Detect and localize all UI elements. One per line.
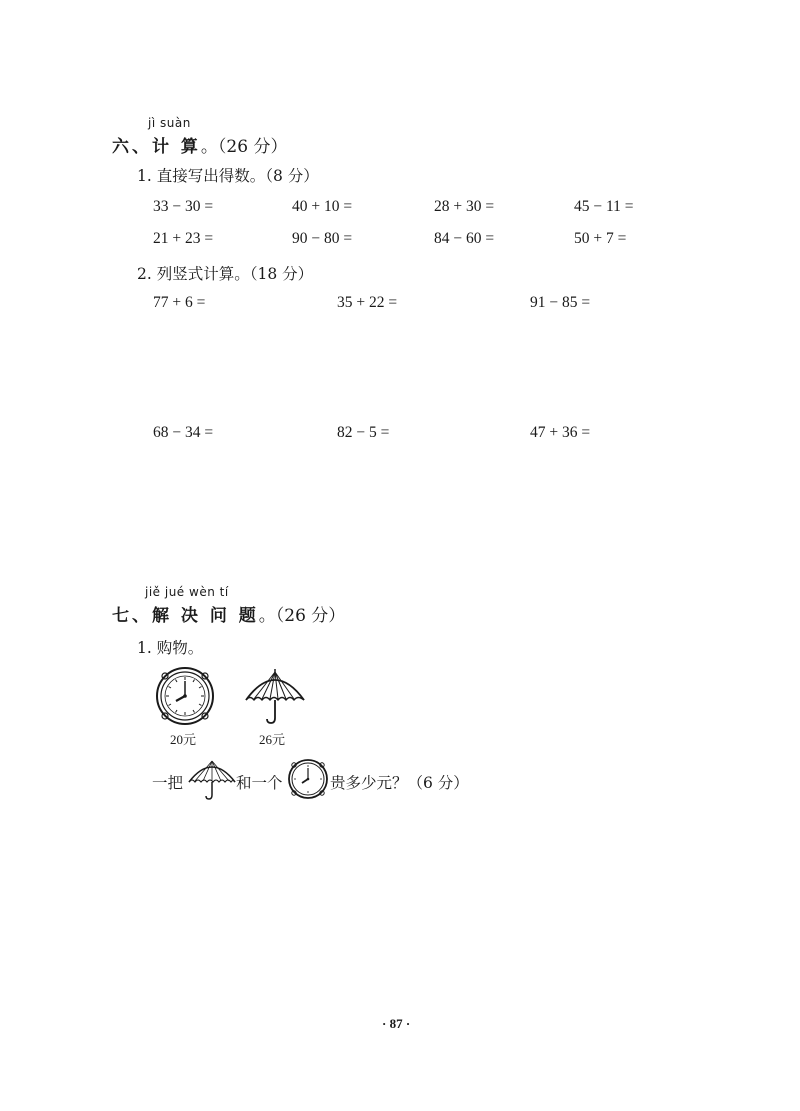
vertical-calc-item: 82 − 5 =	[337, 424, 390, 441]
clock-price: 20元	[170, 732, 197, 747]
section7-heading	[112, 601, 345, 626]
section6-pinyin: jì suàn	[148, 116, 191, 130]
umbrella-price: 26元	[259, 732, 286, 747]
oral-calc-item: 33 − 30 =	[153, 198, 214, 215]
oral-calc-item: 40 + 10 =	[292, 198, 353, 215]
section6-part2-title: 2. 列竖式计算。（18 分）	[137, 265, 314, 283]
umbrella-icon	[243, 668, 307, 726]
oral-calc-item: 84 − 60 =	[434, 230, 495, 247]
section7-title: 七、解 决 问 题	[112, 606, 259, 626]
umbrella-small-icon	[187, 758, 237, 800]
section6-title: 六、计 算	[112, 137, 201, 157]
oral-calc-item: 28 + 30 =	[434, 198, 495, 215]
clock-icon	[155, 666, 215, 726]
oral-calc-item: 50 + 7 =	[574, 230, 627, 247]
oral-calc-item: 90 − 80 =	[292, 230, 353, 247]
vertical-calc-item: 77 + 6 =	[153, 294, 206, 311]
section7-part1-title: 1. 购物。	[137, 639, 204, 657]
question-part3: 贵多少元？（6 分）	[330, 774, 469, 792]
page-number: · 87 ·	[382, 1016, 411, 1031]
vertical-calc-item: 68 − 34 =	[153, 424, 214, 441]
oral-calc-item: 45 − 11 =	[574, 198, 634, 215]
section7-points: 。（26 分）	[258, 606, 346, 626]
vertical-calc-item: 35 + 22 =	[337, 294, 398, 311]
section6-part1-title: 1. 直接写出得数。（8 分）	[137, 167, 319, 185]
question-part2: 和一个	[236, 774, 283, 792]
vertical-calc-item: 47 + 36 =	[530, 424, 591, 441]
question-part1: 一把	[152, 774, 184, 792]
vertical-calc-item: 91 − 85 =	[530, 294, 591, 311]
section7-pinyin: jiě jué wèn tí	[145, 585, 229, 599]
section6-points: 。（26 分）	[200, 137, 288, 157]
section6-heading	[112, 132, 287, 157]
oral-calc-item: 21 + 23 =	[153, 230, 214, 247]
clock-small-icon	[287, 758, 329, 800]
